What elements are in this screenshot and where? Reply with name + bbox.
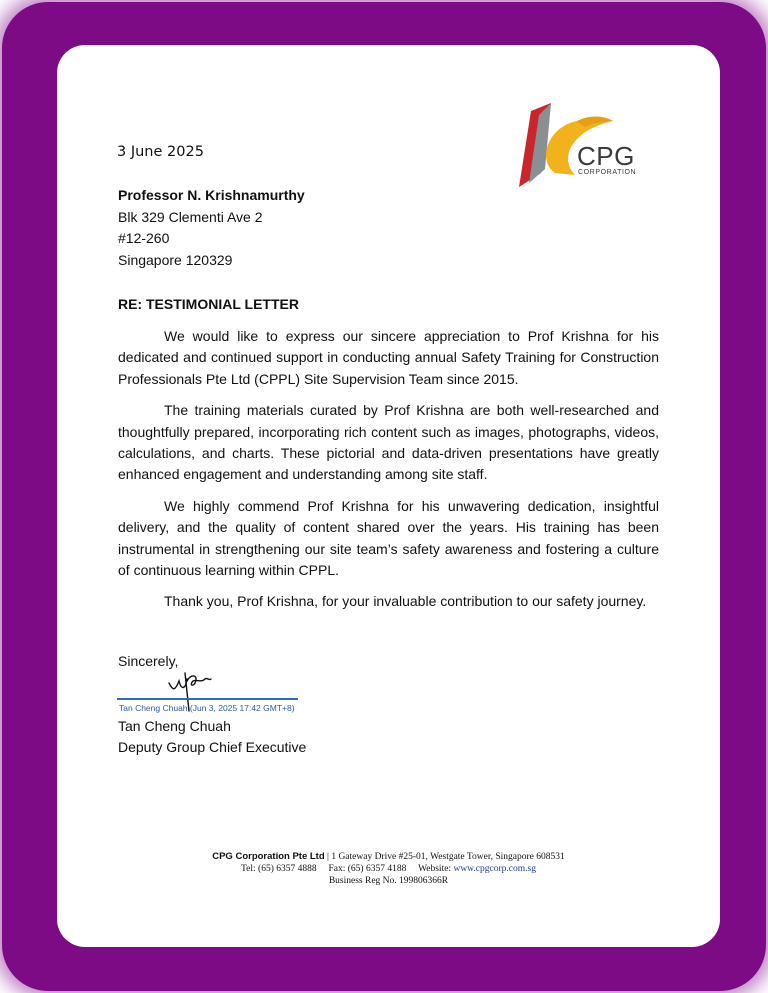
signature-timestamp: Tan Cheng Chuah (Jun 3, 2025 17:42 GMT+8)	[119, 703, 295, 713]
signer-title: Deputy Group Chief Executive	[118, 739, 307, 755]
footer-fax: Fax: (65) 6357 4188	[328, 864, 407, 874]
footer-line-2	[57, 863, 720, 875]
letter-body	[118, 326, 659, 623]
address-line-3: Singapore 120329	[118, 251, 233, 268]
footer-tel: Tel: (65) 6357 4888	[241, 864, 317, 874]
footer-reg: Business Reg No. 199806366R	[328, 876, 449, 886]
signature-line	[117, 698, 298, 700]
closing: Sincerely,	[118, 653, 179, 669]
footer-line-1: CPG Corporation Pte Ltd | 1 Gateway Drive #25-01, Westgate Tower, Singapore 608531	[212, 851, 565, 862]
signer-name: Tan Cheng Chuah	[118, 718, 231, 734]
footer-company: CPG Corporation Pte Ltd	[212, 851, 325, 862]
letter-page	[57, 45, 720, 947]
subject-line: RE: TESTIMONIAL LETTER	[118, 296, 299, 312]
recipient-name: Professor N. Krishnamurthy	[118, 187, 305, 203]
footer-address: 1 Gateway Drive #25-01, Westgate Tower, Singapore 608531	[331, 852, 565, 862]
address-line-2: #12-260	[118, 230, 170, 246]
logo-subtext: CORPORATION	[578, 169, 637, 176]
address-line-1: Blk 329 Clementi Ave 2	[118, 208, 263, 225]
paragraph: We would like to express our sincere appreciation to Prof Krishna for his dedicated and continued support in conducting annual Safety Training for Construction Professionals Pte Ltd (CPPL) Site Supervision Team since 2015.	[118, 328, 659, 387]
signer-block	[118, 716, 306, 758]
paragraph: The training materials curated by Prof Krishna are both well-researched and thoughtfully prepared, incorporating rich content such as images, photographs, videos, calculations, and charts. These pictorial and data-driven presentations have greatly enhanced engagement and understanding among site staff.	[118, 402, 659, 483]
paragraph: Thank you, Prof Krishna, for your invaluable contribution to our safety journey.	[164, 593, 647, 610]
logo-text: CPG	[577, 141, 635, 171]
footer-website-link[interactable]: www.cpgcorp.com.sg	[453, 864, 536, 874]
footer-website-label: Website:	[418, 864, 452, 874]
recipient-address	[118, 185, 305, 271]
letterhead-footer	[57, 851, 720, 887]
paragraph: We highly commend Prof Krishna for his unwavering dedication, insightful delivery, and the quality of content shared over the years. His training has been instrumental in strengthening our site team’s safety awareness and fostering a culture of continuous learning within CPPL.	[118, 497, 659, 579]
letter-date: 3 June 2025	[117, 144, 204, 160]
